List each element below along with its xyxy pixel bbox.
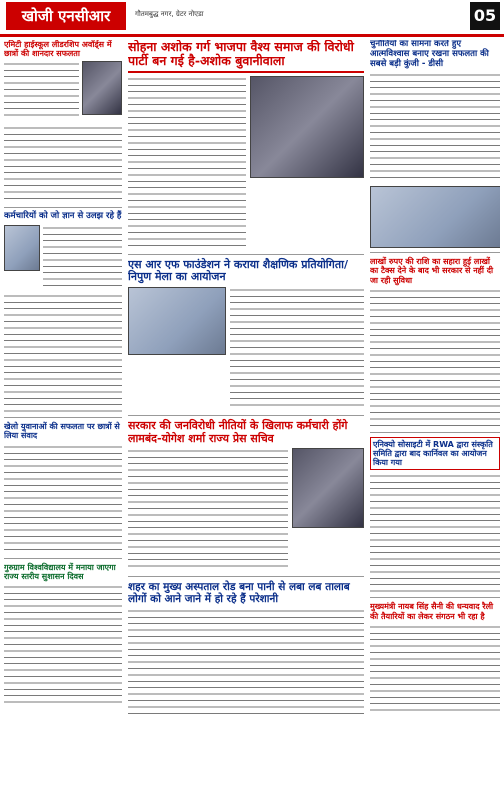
article-text <box>4 444 122 554</box>
dc-photo <box>370 186 500 248</box>
article-text <box>370 473 500 593</box>
left-headline-4: गुरुग्राम विश्वविद्यालय में मनाया जाएगा राज्य स्तरीय सुशासन दिवस <box>4 562 116 581</box>
right-headline-1: चुनौतियों का सामना करते हुए आत्मविश्वास बनाए रखना सफलता की सबसे बड़ी कुंजी - डीसी <box>370 40 489 69</box>
person-photo <box>4 225 40 271</box>
left-headline-2: कर्मचारियों को जो ज्ञान से उलझ रहे हैं <box>4 211 122 222</box>
left-headline-1: एमिटी हाईस्कूल लीडरशिप अवॉर्ड्स में छात्रों की शानदार सफलता <box>4 40 112 59</box>
article-text <box>370 288 500 428</box>
article-text <box>230 287 364 407</box>
center-column <box>128 40 364 795</box>
bottom-headline: शहर का मुख्य अस्पताल रोड बना पानी से लबा लब तालाब लोगों को आने जाने में हो रहे हैं परेशानी <box>128 581 350 606</box>
lead-headline: सोहना अशोक गर्ग भाजपा वैश्य समाज की विरोधी पार्टी बन गई है-अशोक बुवानीवाला <box>128 40 364 73</box>
article-text <box>4 584 122 704</box>
article-text <box>4 293 122 413</box>
lead-photo <box>250 76 364 178</box>
article-text <box>4 125 122 203</box>
article-text <box>43 225 122 289</box>
left-headline-3: खेलो युवानाओं की सफलता पर छात्रों से लिया संवाद <box>4 422 120 441</box>
right-headline-2: लाखों रुपए की राशि का सहारा हुई लाखों का टैक्स देने के बाद भी सरकार से नहीं दी जा रही सुविधा <box>370 257 494 285</box>
article-text <box>128 608 364 718</box>
press-photo <box>292 448 364 528</box>
article-text <box>4 61 79 121</box>
dateline: गौतमबुद्ध नगर, ग्रेटर नोएडा <box>135 10 204 18</box>
newspaper-logo: खोजी एनसीआर <box>6 2 126 30</box>
masthead <box>0 0 504 37</box>
right-headline-4: मुख्यमंत्री नायब सिंह सैनी की धन्यवाद रैली की तैयारियों का लेकर संगठन भी रहा है <box>370 602 494 621</box>
page-number: 05 <box>470 2 500 30</box>
event-photo <box>128 287 226 355</box>
article-text <box>370 624 500 714</box>
article-text <box>370 72 500 182</box>
article-text <box>128 448 288 568</box>
right-headline-3: एनिक्यो सोसाइटी में RWA द्वारा संस्कृति समिति द्वारा बाद कार्निवल का आयोजन किया गया <box>370 437 500 471</box>
right-column <box>370 40 500 795</box>
person-photo <box>82 61 122 115</box>
left-column <box>4 40 122 795</box>
protest-headline: सरकार की जनविरोधी नीतियों के खिलाफ कर्मचारी होंगे लामबंद-योगेश शर्मा राज्य प्रेस सचिव <box>128 419 348 445</box>
article-text <box>128 76 246 246</box>
mid-headline: एस आर एफ फाउंडेशन ने कराया शैक्षणिक प्रतियोगिता/ निपुण मेला का आयोजन <box>128 257 348 284</box>
